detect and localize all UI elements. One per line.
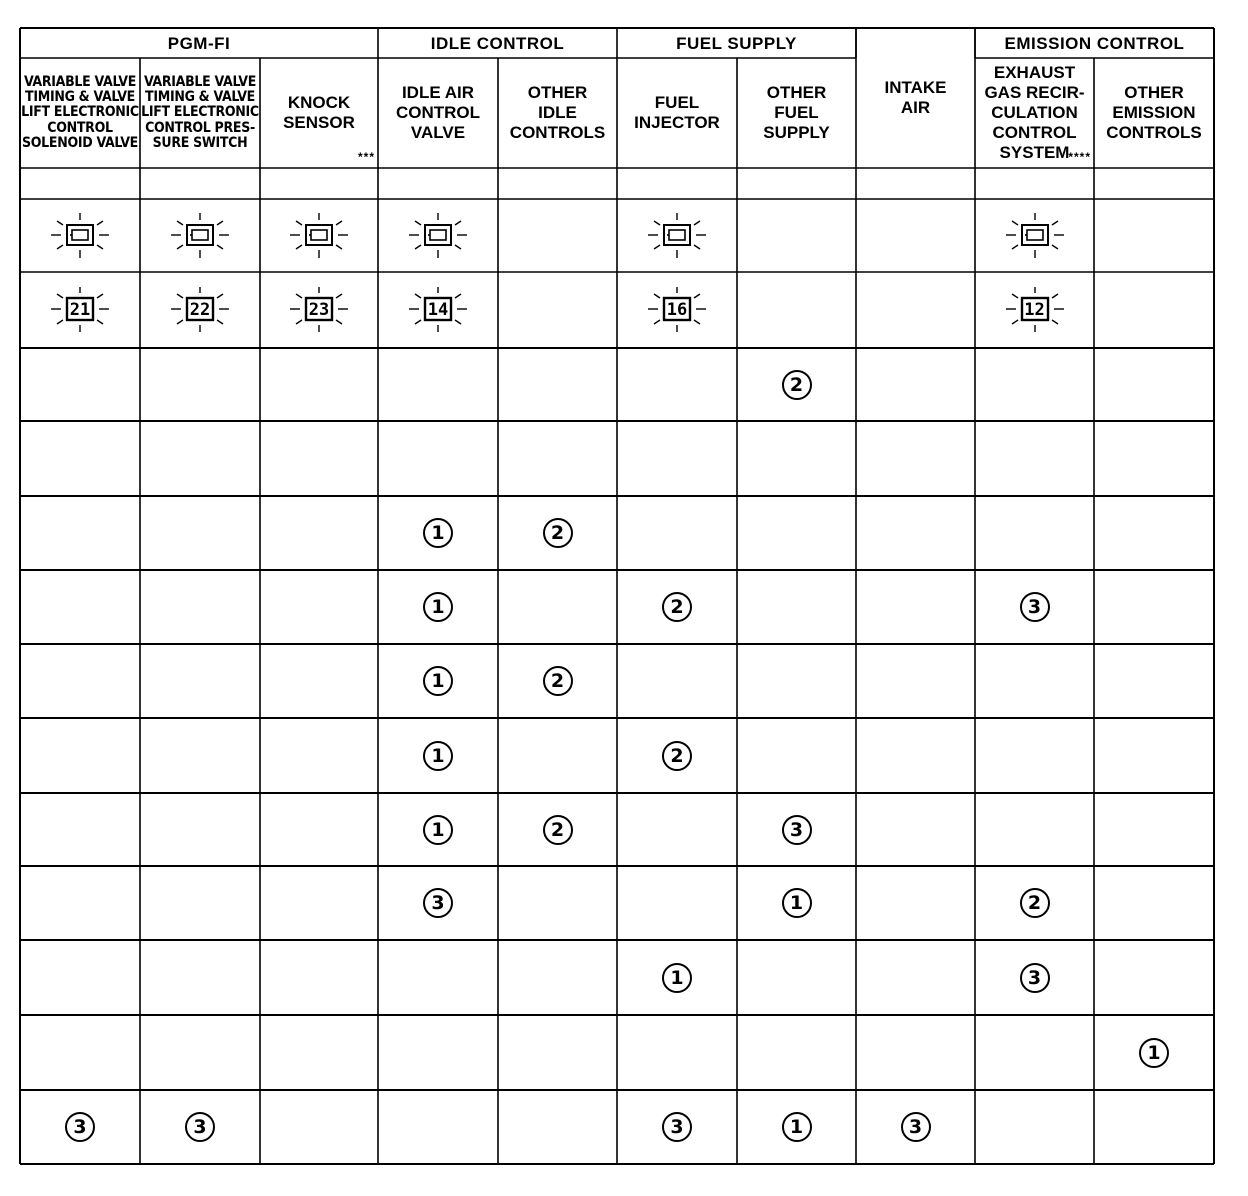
- trouble-code: 21: [69, 299, 91, 320]
- priority-marker: 1: [423, 518, 453, 548]
- priority-marker: 2: [662, 592, 692, 622]
- priority-marker: 3: [185, 1112, 215, 1142]
- priority-marker: 2: [543, 815, 573, 845]
- column-header: OTHER IDLE CONTROLS: [509, 82, 606, 143]
- priority-marker: 1: [423, 815, 453, 845]
- priority-marker: 1: [662, 963, 692, 993]
- priority-marker: 3: [782, 815, 812, 845]
- priority-marker: 2: [782, 370, 812, 400]
- priority-marker: 1: [423, 592, 453, 622]
- check-engine-light-icon: [37, 211, 123, 261]
- check-engine-light-icon: [992, 211, 1078, 261]
- priority-marker: 1: [423, 741, 453, 771]
- priority-marker: 3: [65, 1112, 95, 1142]
- column-header: OTHER EMISSION CONTROLS: [1106, 82, 1202, 143]
- group-header: FUEL SUPPLY: [676, 33, 797, 53]
- priority-marker: 2: [543, 518, 573, 548]
- column-header: VARIABLE VALVE TIMING & VALVE LIFT ELECTRONIC CONTROL PRES- SURE SWITCH: [141, 73, 259, 152]
- group-header: PGM-FI: [167, 33, 231, 53]
- column-header: IDLE AIR CONTROL VALVE: [395, 82, 481, 143]
- footnote-marker: ***: [357, 150, 375, 164]
- trouble-code: 14: [427, 299, 449, 320]
- priority-marker: 3: [1020, 963, 1050, 993]
- priority-marker: 3: [662, 1112, 692, 1142]
- column-header: KNOCK SENSOR: [283, 92, 355, 132]
- priority-marker: 1: [1139, 1038, 1169, 1068]
- check-engine-light-icon: [276, 211, 362, 261]
- column-header: FUEL INJECTOR: [634, 92, 720, 132]
- check-engine-light-icon: [395, 211, 481, 261]
- column-header: EXHAUST GAS RECIR- CULATION CONTROL SYSTEM: [984, 62, 1085, 163]
- priority-marker: 1: [423, 666, 453, 696]
- check-engine-light-icon: [634, 211, 720, 261]
- group-header: EMISSION CONTROL: [1004, 33, 1185, 53]
- priority-marker: 2: [1020, 888, 1050, 918]
- priority-marker: 3: [901, 1112, 931, 1142]
- priority-marker: 1: [782, 1112, 812, 1142]
- column-header: VARIABLE VALVE TIMING & VALVE LIFT ELECTRONIC CONTROL SOLENOID VALVE: [21, 73, 139, 152]
- priority-marker: 2: [662, 741, 692, 771]
- trouble-code: 12: [1024, 299, 1045, 320]
- column-header: INTAKE AIR: [884, 77, 947, 117]
- trouble-code: 22: [189, 299, 211, 320]
- group-header: IDLE CONTROL: [430, 33, 565, 53]
- priority-marker: 3: [423, 888, 453, 918]
- priority-marker: 3: [1020, 592, 1050, 622]
- check-engine-light-icon: [157, 211, 243, 261]
- column-header: OTHER FUEL SUPPLY: [763, 82, 830, 143]
- priority-marker: 2: [543, 666, 573, 696]
- footnote-marker: ****: [1068, 150, 1091, 164]
- trouble-code: 16: [666, 299, 688, 320]
- priority-marker: 1: [782, 888, 812, 918]
- trouble-code: 23: [308, 299, 330, 320]
